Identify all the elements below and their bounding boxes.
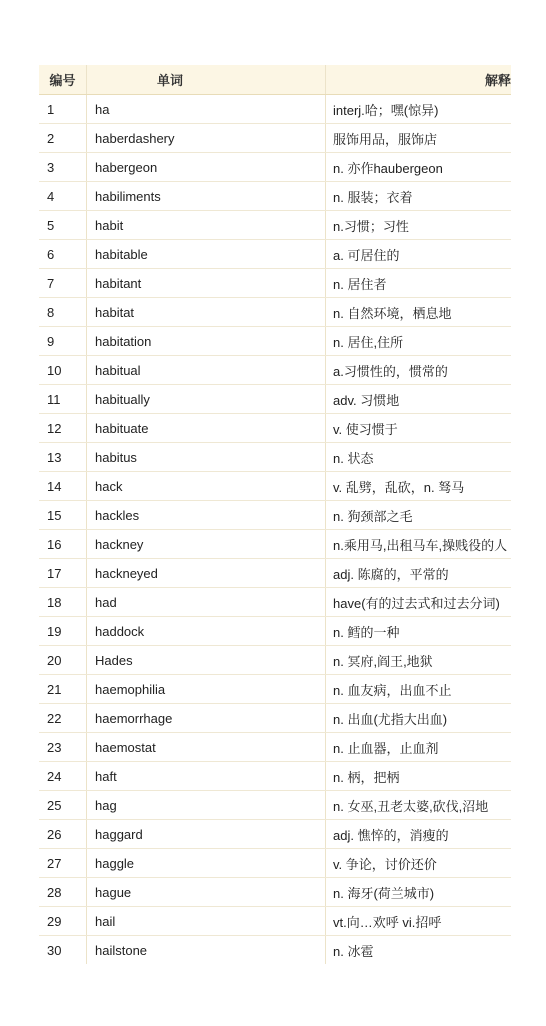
row-number: 14 <box>39 472 87 501</box>
row-number: 10 <box>39 356 87 385</box>
row-definition: adv. 习惯地 <box>326 385 512 414</box>
row-word: haemorrhage <box>87 704 326 733</box>
table-row <box>39 762 511 791</box>
table-row <box>39 646 511 675</box>
row-word: habergeon <box>87 153 326 182</box>
row-word: hackneyed <box>87 559 326 588</box>
row-number: 2 <box>39 124 87 153</box>
header-word: 单词 <box>87 65 326 95</box>
table-row <box>39 501 511 530</box>
row-definition: vt.向…欢呼 vi.招呼 <box>326 907 512 936</box>
row-word: habituate <box>87 414 326 443</box>
row-number: 15 <box>39 501 87 530</box>
table-row <box>39 617 511 646</box>
row-number: 26 <box>39 820 87 849</box>
row-word: habitat <box>87 298 326 327</box>
row-number: 22 <box>39 704 87 733</box>
row-number: 27 <box>39 849 87 878</box>
row-definition: a. 可居住的 <box>326 240 512 269</box>
row-word: haemophilia <box>87 675 326 704</box>
row-word: hail <box>87 907 326 936</box>
table-row <box>39 878 511 907</box>
row-number: 28 <box>39 878 87 907</box>
row-definition: a.习惯性的，惯常的 <box>326 356 512 385</box>
row-number: 20 <box>39 646 87 675</box>
table-row <box>39 414 511 443</box>
row-word: Hades <box>87 646 326 675</box>
table-row <box>39 124 511 153</box>
row-definition: n. 血友病，出血不止 <box>326 675 512 704</box>
row-definition: n. 状态 <box>326 443 512 472</box>
table-body <box>39 95 511 965</box>
table-row <box>39 791 511 820</box>
table-row <box>39 269 511 298</box>
row-word: habitus <box>87 443 326 472</box>
table-row <box>39 211 511 240</box>
row-word: habitation <box>87 327 326 356</box>
row-word: had <box>87 588 326 617</box>
row-definition: interj.哈；嘿(惊异) <box>326 95 512 124</box>
row-definition: n. 居住者 <box>326 269 512 298</box>
row-definition: adj. 陈腐的，平常的 <box>326 559 512 588</box>
row-number: 11 <box>39 385 87 414</box>
row-word: hag <box>87 791 326 820</box>
row-number: 13 <box>39 443 87 472</box>
table-row <box>39 443 511 472</box>
row-number: 19 <box>39 617 87 646</box>
table-row <box>39 153 511 182</box>
row-definition: adj. 憔悴的，消瘦的 <box>326 820 512 849</box>
table-row <box>39 733 511 762</box>
row-definition: 服饰用品，服饰店 <box>326 124 512 153</box>
row-definition: n. 出血(尤指大出血) <box>326 704 512 733</box>
table-row <box>39 356 511 385</box>
row-number: 4 <box>39 182 87 211</box>
row-word: haemostat <box>87 733 326 762</box>
row-number: 6 <box>39 240 87 269</box>
table-row <box>39 95 511 124</box>
row-word: haggard <box>87 820 326 849</box>
row-number: 18 <box>39 588 87 617</box>
header-row <box>39 65 511 95</box>
row-number: 3 <box>39 153 87 182</box>
row-number: 5 <box>39 211 87 240</box>
row-definition: v. 争论，讨价还价 <box>326 849 512 878</box>
table-row <box>39 182 511 211</box>
table-row <box>39 849 511 878</box>
row-definition: n. 自然环境，栖息地 <box>326 298 512 327</box>
row-number: 12 <box>39 414 87 443</box>
row-word: habit <box>87 211 326 240</box>
row-word: haft <box>87 762 326 791</box>
row-word: haggle <box>87 849 326 878</box>
row-definition: n. 鳕的一种 <box>326 617 512 646</box>
row-number: 23 <box>39 733 87 762</box>
row-number: 30 <box>47 942 62 958</box>
row-number: 17 <box>39 559 87 588</box>
row-number: 29 <box>39 907 87 936</box>
table-row <box>39 588 511 617</box>
row-definition: n. 亦作haubergeon <box>326 153 512 182</box>
row-word: habitable <box>87 240 326 269</box>
table-row <box>39 385 511 414</box>
row-definition: n. 冰雹 <box>326 936 512 965</box>
row-definition: n. 居住,住所 <box>326 327 512 356</box>
row-word: hackney <box>87 530 326 559</box>
table-row <box>39 327 511 356</box>
row-word: habitually <box>87 385 326 414</box>
row-word: ha <box>87 95 326 124</box>
row-word: haberdashery <box>87 124 326 153</box>
row-definition: n. 柄，把柄 <box>326 762 512 791</box>
table-row <box>39 675 511 704</box>
row-word: hailstone <box>87 936 326 965</box>
row-word: haddock <box>87 617 326 646</box>
table-row <box>39 907 511 936</box>
row-word: habitual <box>87 356 326 385</box>
row-word: hackles <box>87 501 326 530</box>
vocabulary-table <box>39 65 511 964</box>
row-number: 24 <box>39 762 87 791</box>
table-row <box>39 559 511 588</box>
row-number: 7 <box>39 269 87 298</box>
row-word: hack <box>87 472 326 501</box>
table-header <box>39 65 511 95</box>
table-row <box>39 936 511 965</box>
row-definition: v. 使习惯于 <box>326 414 512 443</box>
row-definition: have(有的过去式和过去分词) <box>326 588 512 617</box>
header-definition: 解释 <box>326 65 512 95</box>
row-number: 25 <box>39 791 87 820</box>
header-number: 编号 <box>39 65 87 95</box>
table-row <box>39 240 511 269</box>
row-number: 1 <box>39 95 87 124</box>
row-number: 9 <box>39 327 87 356</box>
row-word: hague <box>87 878 326 907</box>
row-definition: n. 止血器，止血剂 <box>326 733 512 762</box>
table-row <box>39 472 511 501</box>
row-definition: n.习惯；习性 <box>326 211 512 240</box>
row-definition: n. 服装；衣着 <box>326 182 512 211</box>
row-definition: n. 女巫,丑老太婆,砍伐,沼地 <box>326 791 512 820</box>
row-definition: n. 海牙(荷兰城市) <box>326 878 512 907</box>
row-definition: n.乘用马,出租马车,操贱役的人 <box>326 530 512 559</box>
row-number: 8 <box>39 298 87 327</box>
row-definition: v. 乱劈，乱砍，n. 驽马 <box>326 472 512 501</box>
row-word: habitant <box>87 269 326 298</box>
row-number: 16 <box>39 530 87 559</box>
row-word: habiliments <box>87 182 326 211</box>
table-row <box>39 820 511 849</box>
row-definition: n. 狗颈部之毛 <box>326 501 512 530</box>
table-row <box>39 298 511 327</box>
row-definition: n. 冥府,阎王,地狱 <box>326 646 512 675</box>
row-number: 21 <box>39 675 87 704</box>
table-row <box>39 530 511 559</box>
table-row <box>39 704 511 733</box>
